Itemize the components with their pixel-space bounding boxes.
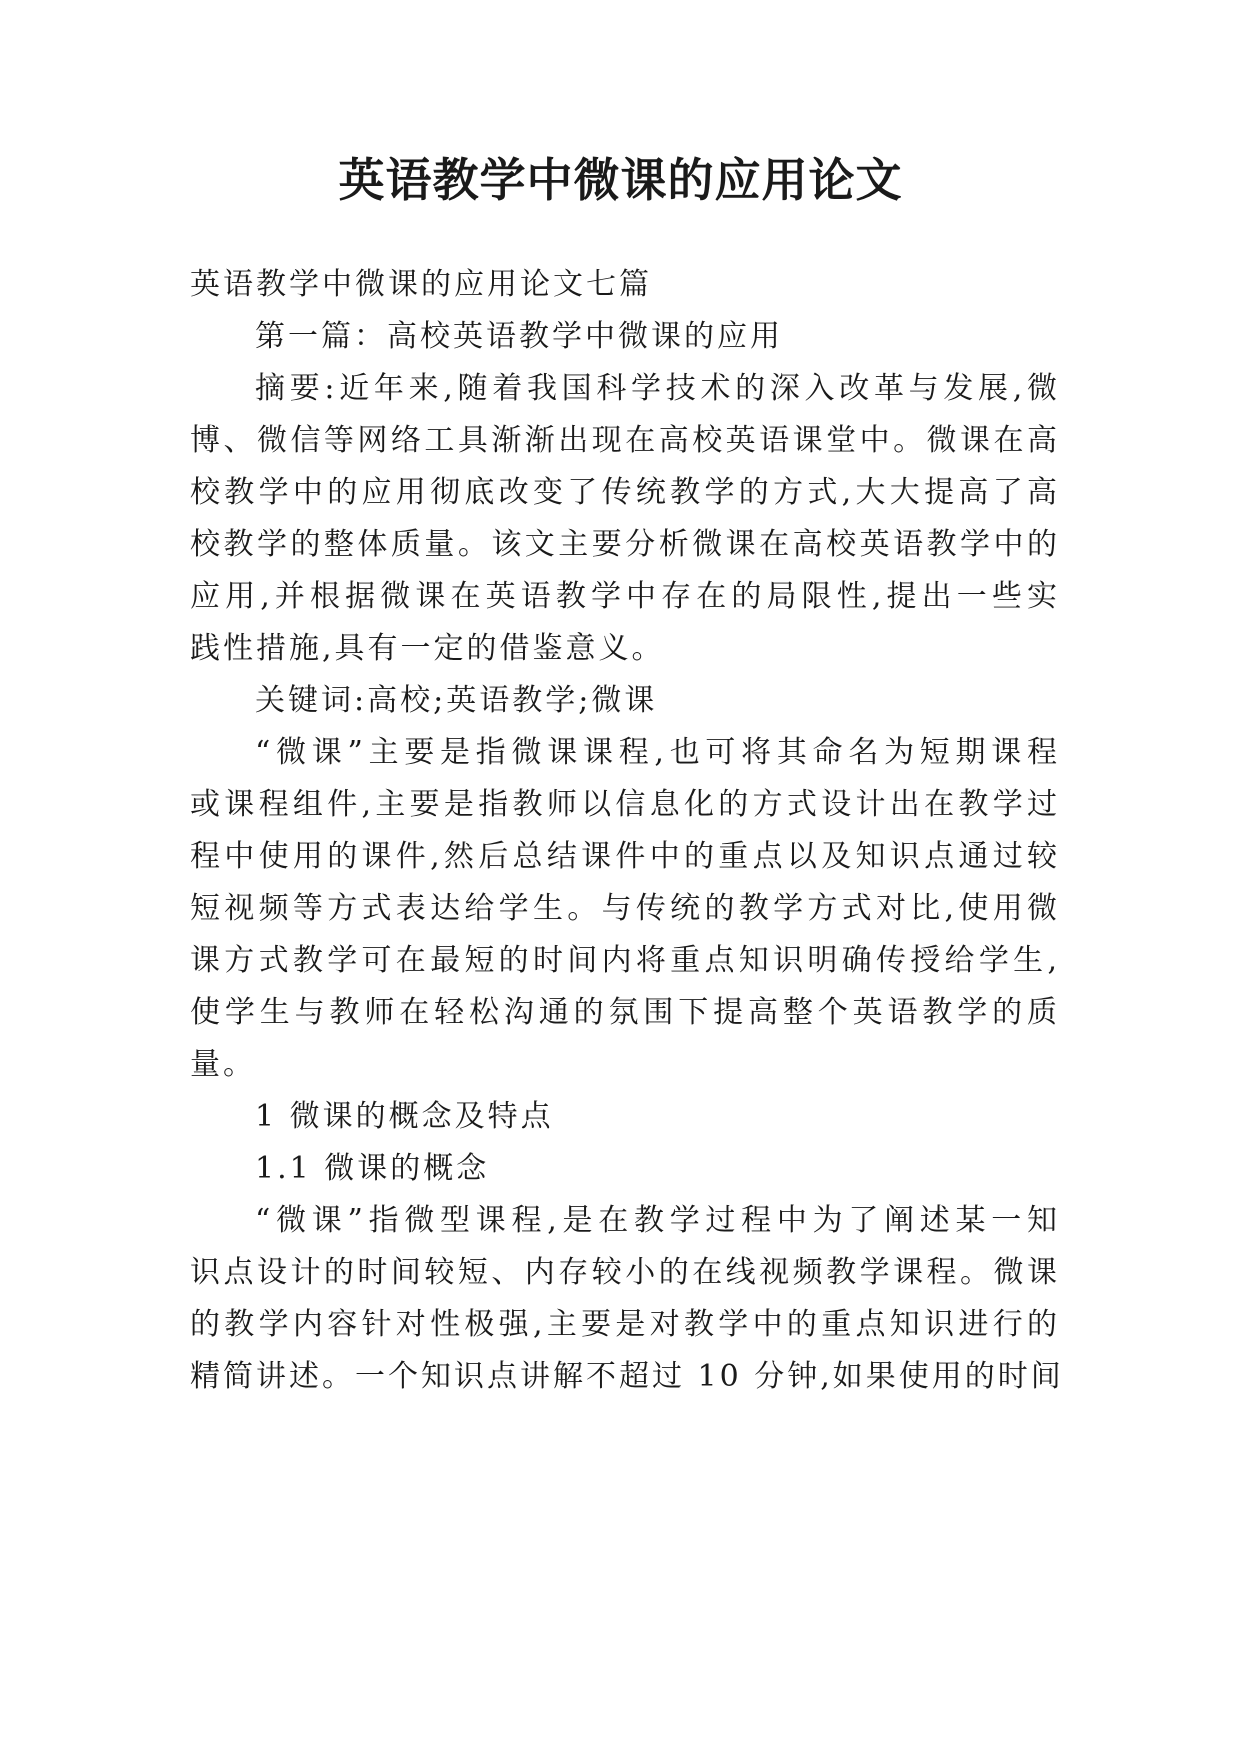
paragraph-line: 的教学内容针对性极强,主要是对教学中的重点知识进行的 [190, 1307, 1060, 1342]
paragraph-line: “微课”指微型课程,是在教学过程中为了阐述某一知 [255, 1203, 1060, 1238]
paragraph-line: 摘要:近年来,随着我国科学技术的深入改革与发展,微 [255, 371, 1060, 406]
paragraph-line: 使学生与教师在轻松沟通的氛围下提高整个英语教学的质 [190, 995, 1060, 1030]
subtitle-line: 英语教学中微课的应用论文七篇 [190, 267, 652, 302]
paragraph-line: 程中使用的课件,然后总结课件中的重点以及知识点通过较 [190, 839, 1060, 874]
paragraph-line: 应用,并根据微课在英语教学中存在的局限性,提出一些实 [190, 579, 1060, 614]
paragraph-line: 校教学的整体质量。该文主要分析微课在高校英语教学中的 [190, 527, 1060, 562]
paragraph-line: 校教学中的应用彻底改变了传统教学的方式,大大提高了高 [190, 475, 1060, 510]
paragraph-line: 精简讲述。一个知识点讲解不超过 10 分钟,如果使用的时间 [190, 1359, 1064, 1394]
paragraph-line: “微课”主要是指微课课程,也可将其命名为短期课程 [255, 735, 1060, 770]
subsection-heading: 1.1 微课的概念 [255, 1151, 490, 1186]
paragraph-line: 或课程组件,主要是指教师以信息化的方式设计出在教学过 [190, 787, 1060, 822]
paragraph-line: 量。 [190, 1047, 256, 1082]
paragraph-line: 课方式教学可在最短的时间内将重点知识明确传授给学生, [190, 943, 1060, 978]
paragraph-line: 践性措施,具有一定的借鉴意义。 [190, 631, 665, 666]
document-title: 英语教学中微课的应用论文 [338, 153, 903, 207]
section-heading: 第一篇：高校英语教学中微课的应用 [255, 319, 783, 354]
paragraph-line: 短视频等方式表达给学生。与传统的教学方式对比,使用微 [190, 891, 1060, 926]
keywords-line: 关键词:高校;英语教学;微课 [255, 683, 658, 718]
section-heading: 1 微课的概念及特点 [255, 1099, 554, 1134]
paragraph-line: 识点设计的时间较短、内存较小的在线视频教学课程。微课 [190, 1255, 1060, 1290]
paragraph-line: 博、微信等网络工具渐渐出现在高校英语课堂中。微课在高 [190, 423, 1060, 458]
